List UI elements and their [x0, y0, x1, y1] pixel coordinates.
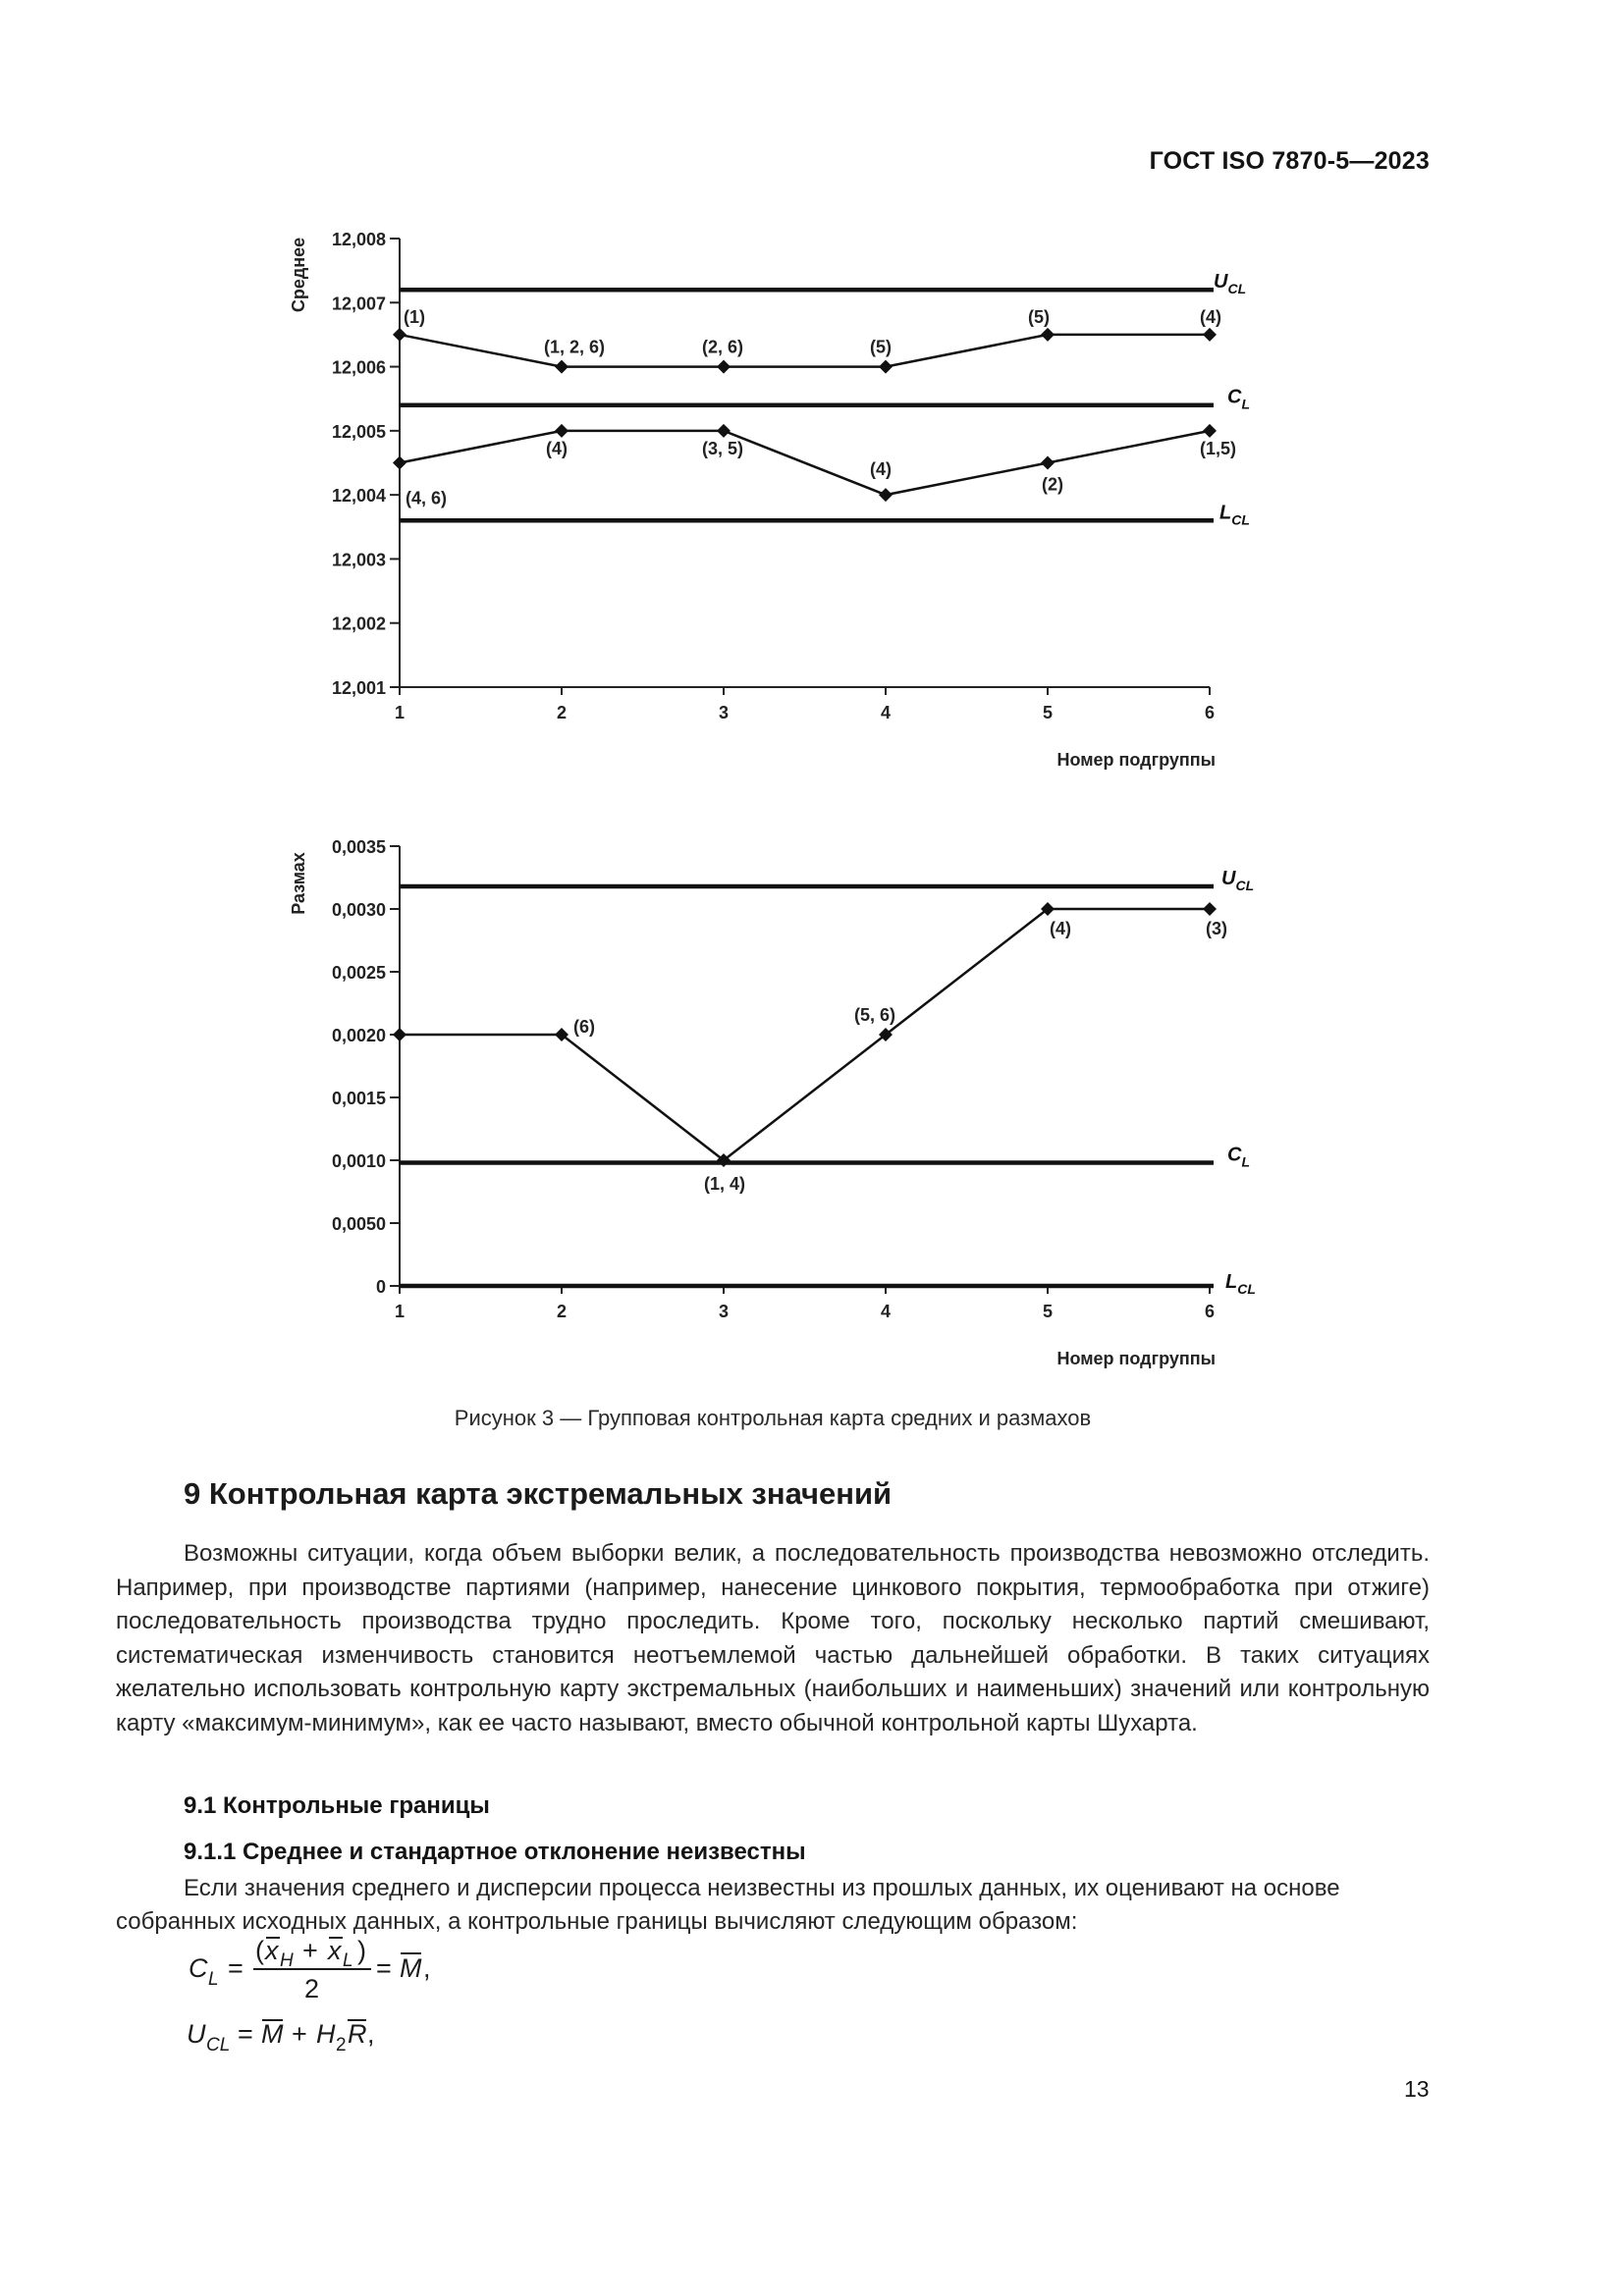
- formula-xh: x: [265, 1936, 279, 1965]
- data-point-lower: [555, 424, 568, 438]
- y-axis-label: Размах: [289, 852, 308, 915]
- body-paragraph: [116, 1537, 1430, 1741]
- control-label-cl: $C_L$: [1227, 1144, 1251, 1170]
- y-tick-label: 12,002: [331, 614, 386, 634]
- y-tick-label: 12,005: [331, 421, 386, 442]
- y-tick-label: 12,003: [331, 550, 386, 570]
- data-label-range: (5, 6): [854, 1005, 896, 1025]
- y-tick-label: 0: [375, 1277, 386, 1297]
- data-point-lower: [1203, 424, 1217, 438]
- y-tick-label: 0,0050: [331, 1214, 386, 1234]
- page-number: 13: [1404, 2076, 1430, 2102]
- x-tick-label: 5: [1042, 703, 1054, 722]
- data-label-lower: (4): [870, 459, 892, 480]
- formula-comma-2: ,: [367, 2019, 375, 2049]
- formula-ucl-lhs: U: [187, 2019, 206, 2049]
- x-axis-label: Номер подгруппы: [1056, 1349, 1216, 1368]
- formula-xh-sub: H: [280, 1950, 294, 1971]
- formula-m: M: [400, 1953, 422, 1983]
- data-point-lower: [717, 424, 731, 438]
- x-tick-label: 5: [1042, 1302, 1054, 1321]
- control-label-ucl: $U_{CL}$: [1221, 867, 1255, 893]
- formula-eq-1: =: [228, 1953, 244, 1983]
- data-label-upper: (2, 6): [702, 337, 744, 357]
- data-label-upper: (1): [404, 306, 425, 327]
- data-point-upper: [717, 360, 731, 374]
- data-label-upper: (4): [1200, 306, 1221, 327]
- data-label-lower: (2): [1042, 474, 1063, 495]
- data-point-lower: [879, 488, 893, 502]
- x-tick-label: 4: [880, 703, 892, 722]
- y-tick-label: 0,0025: [331, 963, 386, 983]
- y-tick-label: 12,004: [331, 486, 386, 507]
- formula-close-paren: ): [357, 1936, 366, 1965]
- formula-plus-2: +: [292, 2019, 307, 2049]
- x-tick-label: 2: [556, 703, 568, 722]
- formula-ucl: [187, 2019, 375, 2056]
- formula-r: R: [348, 2019, 367, 2049]
- formula-den: 2: [304, 1974, 320, 2003]
- control-label-ucl: $U_{CL}$: [1214, 271, 1247, 297]
- y-tick-label: 12,001: [331, 678, 386, 698]
- document-header: ГОСТ ISO 7870-5—2023: [1149, 147, 1430, 175]
- data-label-range: (4): [1050, 919, 1071, 938]
- data-point-range: [1203, 902, 1217, 916]
- x-tick-label: 4: [880, 1302, 892, 1321]
- y-tick-label: 12,007: [331, 294, 386, 314]
- data-point-lower: [1041, 456, 1055, 470]
- data-point-upper: [555, 360, 568, 374]
- data-point-upper: [1203, 328, 1217, 342]
- x-axis-label: Номер подгруппы: [1056, 750, 1216, 770]
- control-label-cl: $C_L$: [1227, 386, 1251, 412]
- formula-xl-sub: L: [343, 1950, 353, 1971]
- data-label-range: (6): [573, 1017, 595, 1037]
- data-label-range: (1, 4): [704, 1174, 746, 1194]
- body-paragraph-2: [116, 1872, 1430, 1939]
- control-label-lcl: $L_{CL}$: [1225, 1271, 1256, 1297]
- formulas: [177, 1932, 628, 2069]
- data-label-upper: (5): [870, 337, 892, 357]
- subsection-heading-9-1: 9.1 Контрольные границы: [184, 1792, 490, 1819]
- data-point-lower: [393, 456, 406, 470]
- formula-m-2: M: [261, 2019, 284, 2049]
- y-tick-label: 0,0030: [331, 900, 386, 920]
- data-label-upper: (1, 2, 6): [544, 337, 606, 357]
- formula-eq-2: =: [376, 1953, 392, 1983]
- data-label-lower: (3, 5): [702, 438, 744, 458]
- data-label-lower: (4): [546, 438, 568, 458]
- y-tick-label: 0,0020: [331, 1026, 386, 1045]
- data-point-upper: [393, 328, 406, 342]
- y-tick-label: 0,0035: [331, 837, 386, 857]
- series-line-upper: [400, 335, 1210, 367]
- formula-h: H: [316, 2019, 336, 2049]
- x-tick-label: 2: [556, 1302, 568, 1321]
- y-tick-label: 0,0010: [331, 1151, 386, 1171]
- formula-h-sub: 2: [336, 2035, 347, 2056]
- y-tick-label: 12,006: [331, 357, 386, 378]
- formula-cl-lhs-sub: L: [208, 1969, 219, 1990]
- data-point-range: [393, 1028, 406, 1041]
- formula-plus: +: [302, 1936, 318, 1965]
- data-label-upper: (5): [1028, 306, 1050, 327]
- x-tick-label: 6: [1204, 1302, 1216, 1321]
- y-axis-label: Среднее: [289, 237, 308, 313]
- mean-chart: [289, 230, 1250, 770]
- formula-cl-lhs: C: [189, 1953, 208, 1983]
- subsection-heading-9-1-1: 9.1.1 Среднее и стандартное отклонение неизвестны: [184, 1839, 806, 1865]
- x-tick-label: 3: [718, 1302, 730, 1321]
- paragraph-text-2: Если значения среднего и дисперсии процесса неизвестны из прошлых данных, их оценивают на основе собранных исходных данных, а контрольные границы вычисляют следующим образом:: [116, 1875, 1340, 1935]
- data-point-upper: [879, 360, 893, 374]
- data-label-lower: (4, 6): [406, 488, 448, 508]
- paragraph-text: Возможны ситуации, когда объем выборки велик, а последовательность производства невозможно отследить. Например, при производстве партиями (например, нанесение цинкового покрытия, термообработка при отжиге) последовательность производства трудно проследить. Кроме того, поскольку несколько партий смешивают, систематическая изменчивость становится неотъемлемой частью дальнейшей обработки. В таких ситуациях желательно использовать контрольную карту экстремальных (наибольших и наименьших) значений или контрольную карту «максимум-минимум», как ее часто называют, вместо обычной контрольной карты Шухарта.: [116, 1540, 1430, 1736]
- formula-cl: [189, 1936, 431, 2003]
- series-line-range: [400, 909, 1210, 1160]
- series-line-lower: [400, 431, 1210, 495]
- control-label-lcl: $L_{CL}$: [1219, 502, 1250, 528]
- figure-caption: Рисунок 3 — Групповая контрольная карта средних и размахов: [454, 1406, 1092, 1430]
- x-tick-label: 6: [1204, 703, 1216, 722]
- data-label-range: (3): [1206, 919, 1227, 938]
- formula-eq-3: =: [238, 2019, 253, 2049]
- x-tick-label: 1: [394, 703, 406, 722]
- data-point-upper: [1041, 328, 1055, 342]
- x-tick-label: 3: [718, 703, 730, 722]
- y-tick-label: 0,0015: [331, 1089, 386, 1108]
- data-label-lower: (1,5): [1200, 438, 1237, 458]
- x-tick-label: 1: [394, 1302, 406, 1321]
- formula-comma-1: ,: [423, 1953, 431, 1983]
- formula-ucl-lhs-sub: CL: [206, 2035, 231, 2056]
- section-heading: 9 Контрольная карта экстремальных значений: [184, 1476, 893, 1511]
- formula-open-paren: (: [255, 1936, 264, 1965]
- range-chart: [289, 837, 1256, 1368]
- y-tick-label: 12,008: [331, 230, 386, 249]
- formula-xl: x: [328, 1936, 342, 1965]
